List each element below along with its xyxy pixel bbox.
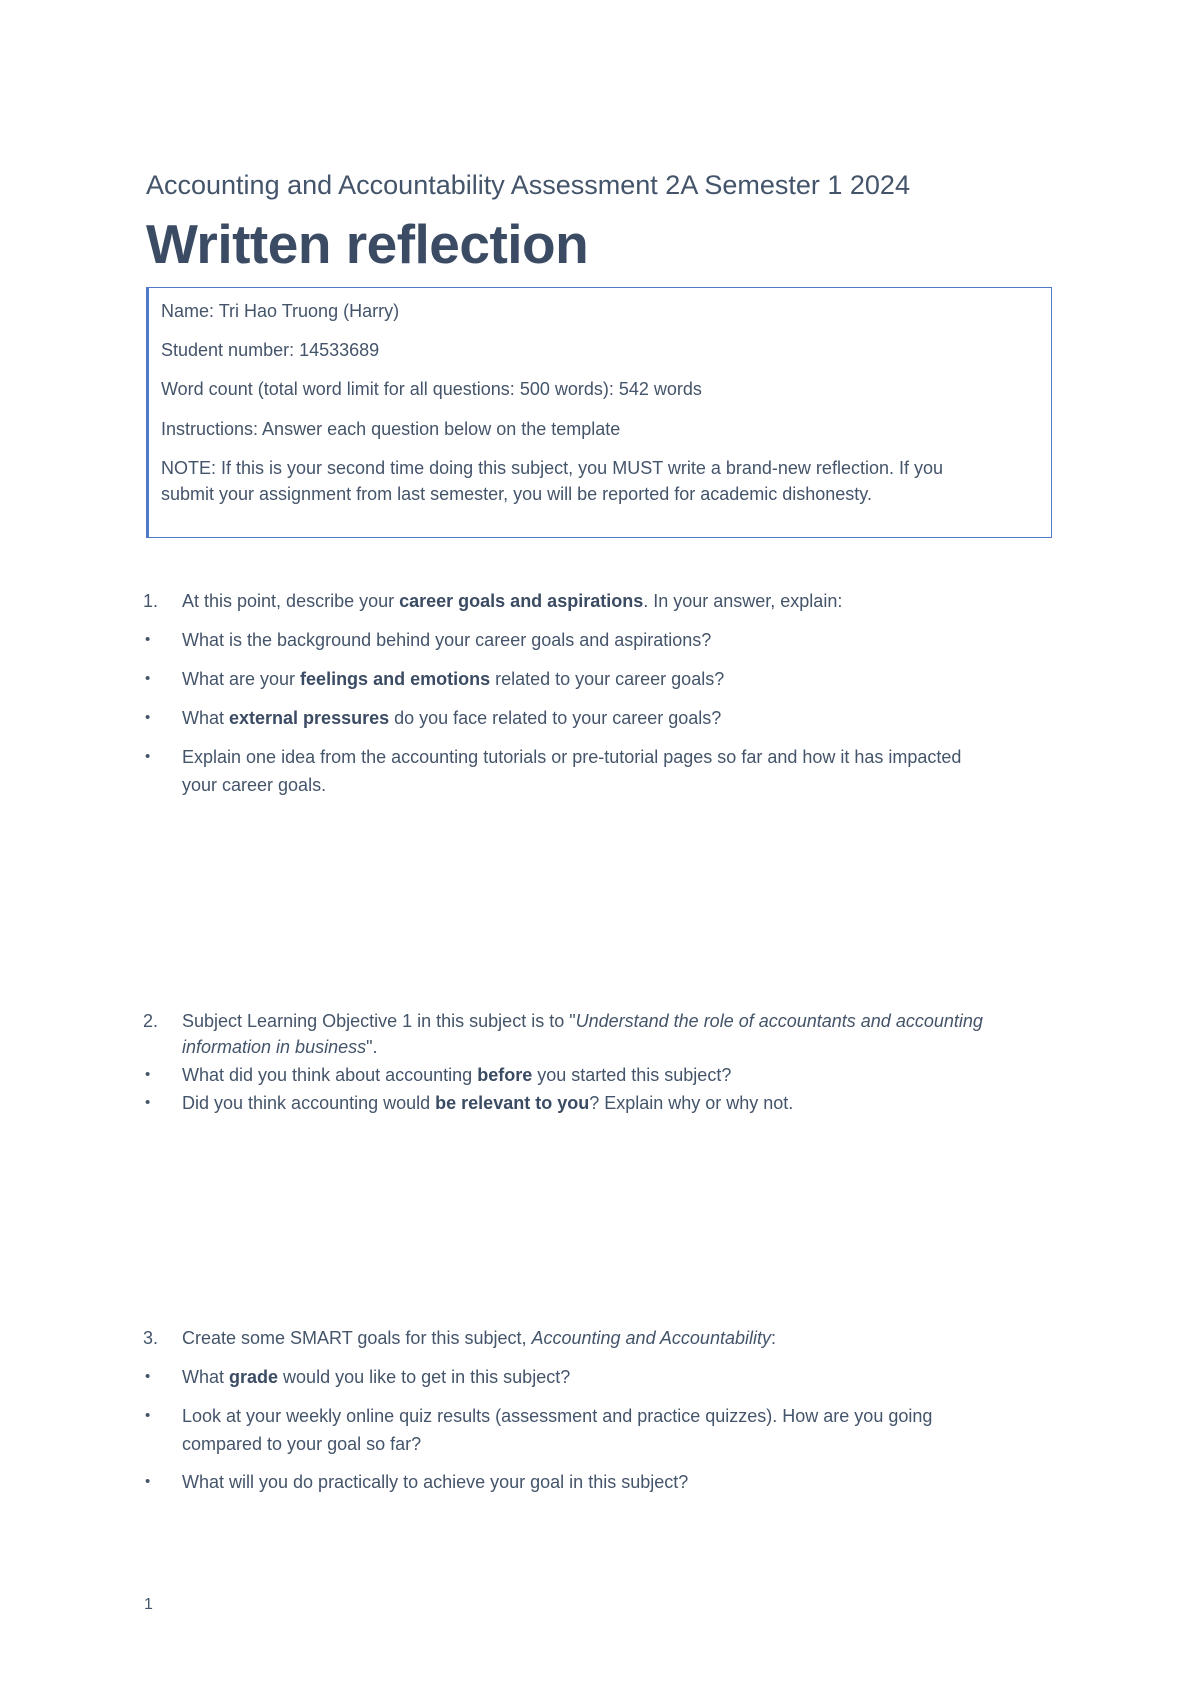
question-1-bullet-3: What external pressures do you face related to your career goals? xyxy=(182,708,722,728)
bullet-icon: • xyxy=(145,1473,151,1490)
question-3-bullet-2-line-2: compared to your goal so far? xyxy=(182,1434,422,1454)
bullet-icon: • xyxy=(145,709,151,726)
note-line-1: NOTE: If this is your second time doing this subject, you MUST write a brand-new reflection. If you xyxy=(161,458,943,478)
student-number: Student number: 14533689 xyxy=(161,340,380,360)
student-name: Name: Tri Hao Truong (Harry) xyxy=(161,301,400,321)
document-subtitle: Accounting and Accountability Assessment 2A Semester 1 2024 xyxy=(146,170,910,200)
bullet-icon: • xyxy=(145,670,151,687)
question-1-bullet-2: What are your feelings and emotions related to your career goals? xyxy=(182,669,725,689)
question-1-bullet-4-line-2: your career goals. xyxy=(182,775,327,795)
question-2-text-line-2: information in business". xyxy=(182,1037,378,1057)
document-title: Written reflection xyxy=(146,213,589,275)
question-3-number: 3. xyxy=(143,1328,159,1348)
bullet-icon: • xyxy=(145,748,151,765)
question-3-bullet-1: What grade would you like to get in this subject? xyxy=(182,1367,571,1387)
bullet-icon: • xyxy=(145,1368,151,1385)
question-2-text-line-1: Subject Learning Objective 1 in this subject is to "Understand the role of accountants and accounting xyxy=(182,1011,983,1031)
info-box xyxy=(146,287,1052,538)
question-1-bullet-1: What is the background behind your career goals and aspirations? xyxy=(182,630,712,650)
question-1-number: 1. xyxy=(143,591,159,611)
word-count: Word count (total word limit for all questions: 500 words): 542 words xyxy=(161,379,702,399)
instructions: Instructions: Answer each question below on the template xyxy=(161,419,621,439)
bullet-icon: • xyxy=(145,1407,151,1424)
question-2-bullet-2: Did you think accounting would be relevant to you? Explain why or why not. xyxy=(182,1093,794,1113)
question-2-number: 2. xyxy=(143,1011,159,1031)
question-1-bullet-4-line-1: Explain one idea from the accounting tutorials or pre-tutorial pages so far and how it has impacted xyxy=(182,747,962,767)
bullet-icon: • xyxy=(145,1094,151,1111)
page-number: 1 xyxy=(144,1596,153,1613)
note-line-2: submit your assignment from last semester, you will be reported for academic dishonesty. xyxy=(161,484,872,504)
bullet-icon: • xyxy=(145,1066,151,1083)
bullet-icon: • xyxy=(145,631,151,648)
question-3-text: Create some SMART goals for this subject, Accounting and Accountability: xyxy=(182,1328,776,1348)
question-3-bullet-2-line-1: Look at your weekly online quiz results (assessment and practice quizzes). How are you going xyxy=(182,1406,933,1426)
question-3-bullet-3: What will you do practically to achieve your goal in this subject? xyxy=(182,1472,689,1492)
question-2-bullet-1: What did you think about accounting before you started this subject? xyxy=(182,1065,732,1085)
question-1-text: At this point, describe your career goals and aspirations. In your answer, explain: xyxy=(182,591,843,611)
